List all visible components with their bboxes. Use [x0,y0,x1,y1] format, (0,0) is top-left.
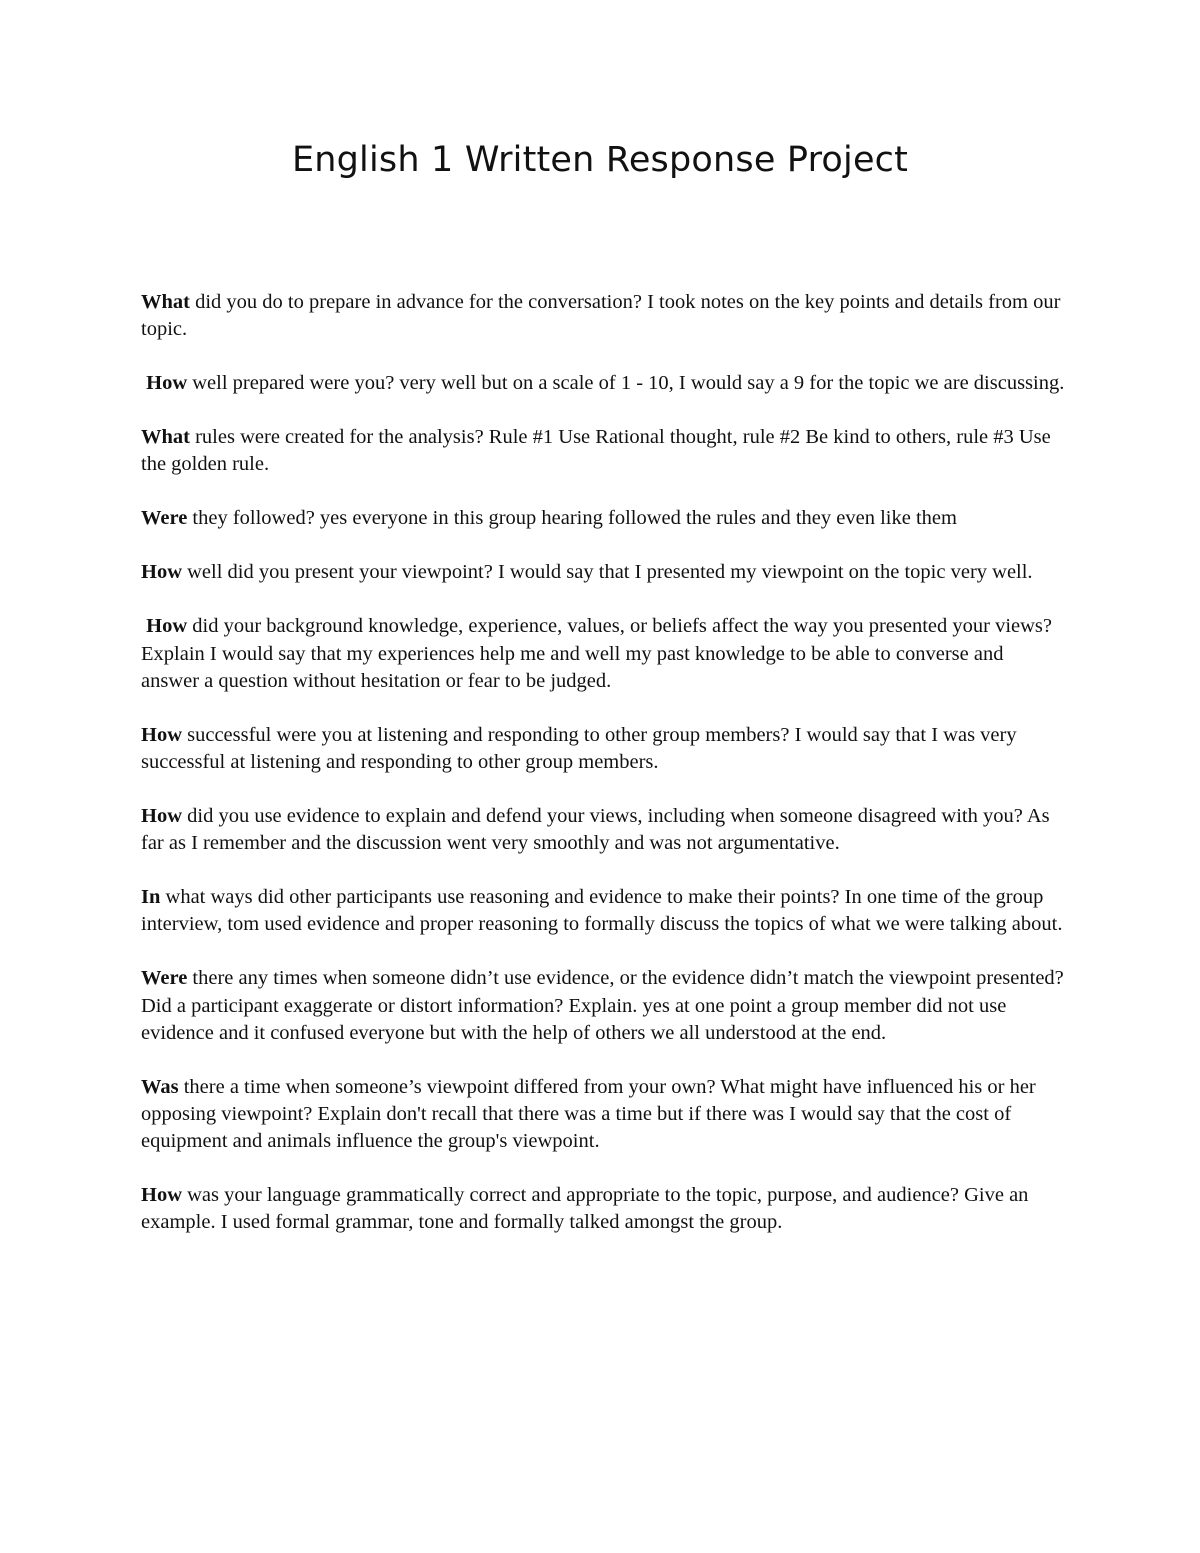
qa-paragraph [141,803,1066,857]
question-answer-text: rules were created for the analysis? Rule #1 Use Rational thought, rule #2 Be kind to others, rule #3 Use the golden rule. [141,426,1051,476]
question-lead-word: How [141,561,182,584]
qa-paragraph [141,1074,1066,1156]
question-lead-word: In [141,886,161,909]
document-title: English 1 Written Response Project [291,140,909,180]
question-lead-word: What [141,426,190,449]
question-lead-word: Were [141,507,188,530]
question-lead-word: How [141,372,188,395]
question-answer-text: there any times when someone didn’t use evidence, or the evidence didn’t match the viewpoint presented? Did a participant exaggerate or distort information? Explain. yes at one point a group member did not use evidence and it confused everyone but with the help of others we all understood at the end. [141,967,1064,1044]
qa-paragraph [141,965,1066,1047]
qa-paragraph [141,424,1066,478]
question-answer-text: did you do to prepare in advance for the conversation? I took notes on the key points and details from our topic. [141,291,1061,341]
question-lead-word: How [141,1184,182,1207]
qa-paragraph [141,613,1066,695]
question-answer-text: well prepared were you? very well but on a scale of 1 - 10, I would say a 9 for the topic we are discussing. [187,372,1065,395]
qa-paragraph [141,559,1066,586]
question-answer-text: was your language grammatically correct and appropriate to the topic, purpose, and audience? Give an example. I used formal grammar, tone and formally talked amongst the group. [141,1184,1029,1234]
question-lead-word: Were [141,967,188,990]
qa-paragraph [141,884,1066,938]
question-lead-word: How [141,723,182,746]
question-lead-word: How [141,805,182,828]
question-lead-word: Was [141,1075,179,1098]
qa-paragraph [141,722,1066,776]
question-answer-text: successful were you at listening and responding to other group members? I would say that I was very successful at listening and responding to other group members. [141,723,1017,774]
question-answer-list [141,289,1066,1263]
question-answer-text: what ways did other participants use reasoning and evidence to make their points? In one time of the group interview, tom used evidence and proper reasoning to formally discuss the topics of what we were talking about. [141,886,1063,936]
question-lead-word: What [141,291,190,313]
question-answer-text: well did you present your viewpoint? I would say that I presented my viewpoint on the topic very well. [182,561,1033,584]
question-answer-text: did your background knowledge, experience, values, or beliefs affect the way you presented your views? Explain I would say that my experiences help me and well my past knowledge to be able to converse and answer a question without hesitation or fear to be judged. [141,615,1052,692]
qa-paragraph [141,370,1066,397]
question-answer-text: did you use evidence to explain and defend your views, including when someone disagreed with you? As far as I remember and the discussion went very smoothly and was not argumentative. [141,805,1050,855]
qa-paragraph [141,1182,1066,1236]
question-lead-word: How [141,615,188,638]
question-answer-text: they followed? yes everyone in this group hearing followed the rules and they even like them [187,507,957,530]
question-answer-text: there a time when someone’s viewpoint differed from your own? What might have influenced his or her opposing viewpoint? Explain don't recall that there was a time but if there was I would say that the cost of equipment and animals influence the group's viewpoint. [141,1075,1036,1153]
qa-paragraph [141,505,1066,532]
qa-paragraph [141,289,1066,343]
